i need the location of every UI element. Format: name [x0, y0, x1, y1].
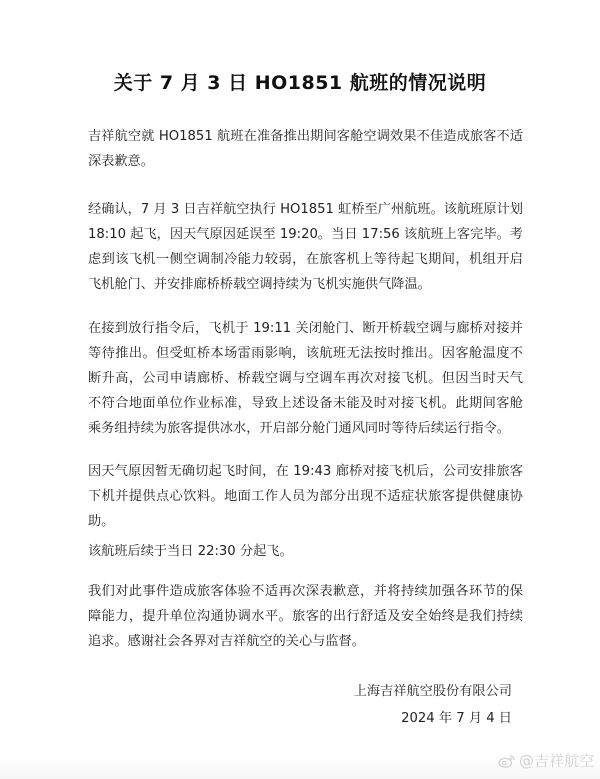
watermark-text: @吉祥航空: [518, 752, 594, 770]
signature-company: 上海吉祥航空股份有限公司: [353, 684, 512, 699]
weibo-icon: [498, 753, 516, 769]
paragraph-deplaning: 因天气原因暂无确切起飞时间，在 19:43 廊桥对接飞机后，公司安排旅客下机并提供点心饮料。地面工作人员为部分出现不适症状旅客提供健康协助。: [88, 464, 523, 529]
paragraph-pushback: 在接到放行指令后，飞机于 19:11 关闭舱门、断开桥载空调与廊桥对接并等待推出。但受虹桥本场雷雨影响，该航班无法按时推出。因客舱温度不断升高，公司申请廊桥、桥载空调与空调车再次对接飞机。但因当时天气不符合地面单位作业标准，导致上述设备未能及时对接飞机。此期间客舱乘务组持续为旅客提供冰水，开启部分舱门通风同时等待后续运行指令。: [88, 321, 523, 436]
paragraph-apology: 吉祥航空就 HO1851 航班在准备推出期间客舱空调效果不佳造成旅客不适深表歉意。: [88, 129, 523, 169]
paragraph-departure: 该航班后续于当日 22:30 分起飞。: [88, 544, 293, 559]
paragraph-closing: 我们对此事件造成旅客体验不适再次深表歉意，并将持续加强各环节的保障能力，提升单位沟通协调水平。旅客的出行舒适及安全始终是我们持续追求。感谢社会各界对吉祥航空的关心与监督。: [88, 584, 523, 649]
weibo-watermark: [498, 750, 594, 771]
signature-date: 2024 年 7 月 4 日: [401, 711, 512, 726]
document-title: 关于 7 月 3 日 HO1851 航班的情况说明: [113, 72, 487, 94]
paragraph-confirmation: 经确认，7 月 3 日吉祥航空执行 HO1851 虹桥至广州航班。该航班原计划 18:10 起飞，因天气原因延误至 19:20。当日 17:56 该航班上客完毕。考虑到该飞机一侧空调制冷能力较弱，在旅客机上等待起飞期间，机组开启飞机舱门、并安排廊桥桥载空调持续为飞机实施供气降温。: [88, 202, 523, 292]
